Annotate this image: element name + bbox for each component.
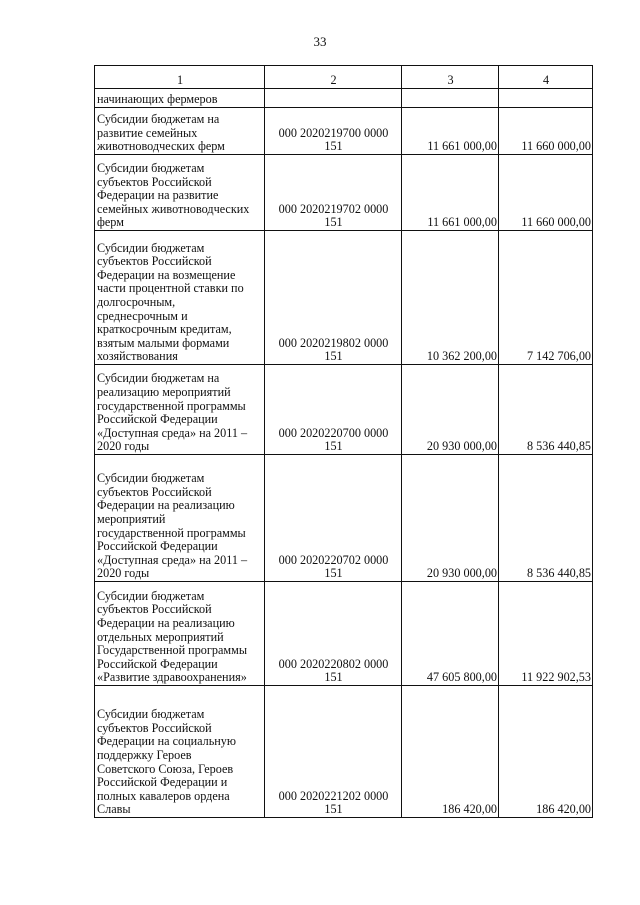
table-header-row: [95, 66, 593, 89]
amount-planned: 20 930 000,00: [402, 455, 499, 582]
table-row: [95, 455, 593, 582]
column-header-3: 3: [402, 66, 499, 89]
column-header-1: 1: [95, 66, 265, 89]
budget-item-name: Субсидии бюджетам субъектов Российской Федерации на возмещение части процентной ставки по долгосрочным, среднесрочным и краткосрочным кредитам, взятым малыми формами хозяйствования: [95, 231, 265, 365]
budget-classification-code: 000 2020220702 0000 151: [265, 455, 402, 582]
budget-classification-code: 000 2020219802 0000 151: [265, 231, 402, 365]
budget-item-name: Субсидии бюджетам субъектов Российской Федерации на реализацию отдельных мероприятий Государственной программы Российской Федерации «Развитие здравоохранения»: [95, 582, 265, 686]
table-row: [95, 582, 593, 686]
budget-item-name: Субсидии бюджетам на реализацию мероприятий государственной программы Российской Федерации «Доступная среда» на 2011 – 2020 годы: [95, 365, 265, 455]
budget-item-name: Субсидии бюджетам на развитие семейных животноводческих ферм: [95, 108, 265, 155]
budget-item-name: Субсидии бюджетам субъектов Российской Федерации на реализацию мероприятий государственной программы Российской Федерации «Доступная среда» на 2011 – 2020 годы: [95, 455, 265, 582]
budget-classification-code: 000 2020219700 0000 151: [265, 108, 402, 155]
amount-executed: [499, 89, 593, 108]
table-row: [95, 89, 593, 108]
budget-item-name: начинающих фермеров: [95, 89, 265, 108]
amount-executed: 11 660 000,00: [499, 108, 593, 155]
budget-classification-code: 000 2020221202 0000 151: [265, 686, 402, 818]
table-row: [95, 231, 593, 365]
amount-planned: 186 420,00: [402, 686, 499, 818]
budget-item-name: Субсидии бюджетам субъектов Российской Федерации на социальную поддержку Героев Советского Союза, Героев Российской Федерации и полных кавалеров ордена Славы: [95, 686, 265, 818]
column-header-4: 4: [499, 66, 593, 89]
column-header-2: 2: [265, 66, 402, 89]
table-row: [95, 155, 593, 231]
amount-planned: 11 661 000,00: [402, 155, 499, 231]
amount-executed: 11 660 000,00: [499, 155, 593, 231]
table-row: [95, 108, 593, 155]
amount-planned: [402, 89, 499, 108]
amount-planned: 10 362 200,00: [402, 231, 499, 365]
amount-planned: 20 930 000,00: [402, 365, 499, 455]
amount-executed: 8 536 440,85: [499, 365, 593, 455]
budget-item-name: Субсидии бюджетам субъектов Российской Федерации на развитие семейных животноводческих ферм: [95, 155, 265, 231]
budget-classification-code: 000 2020220700 0000 151: [265, 365, 402, 455]
page-number: 33: [313, 34, 327, 49]
budget-classification-code: 000 2020219702 0000 151: [265, 155, 402, 231]
budget-classification-code: 000 2020220802 0000 151: [265, 582, 402, 686]
amount-planned: 11 661 000,00: [402, 108, 499, 155]
amount-executed: 8 536 440,85: [499, 455, 593, 582]
table-row: [95, 365, 593, 455]
amount-executed: 7 142 706,00: [499, 231, 593, 365]
table-row: [95, 686, 593, 818]
amount-executed: 186 420,00: [499, 686, 593, 818]
budget-table: [94, 65, 593, 818]
budget-classification-code: [265, 89, 402, 108]
amount-planned: 47 605 800,00: [402, 582, 499, 686]
amount-executed: 11 922 902,53: [499, 582, 593, 686]
